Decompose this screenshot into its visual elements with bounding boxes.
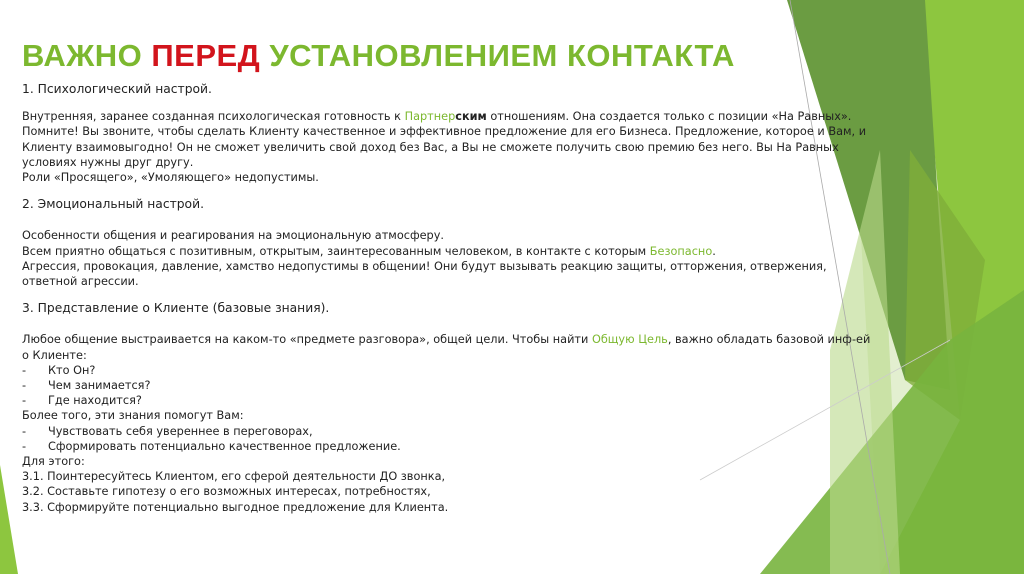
list-item — [22, 393, 882, 408]
text: отношениям. Она создается только с позиции «На Равных». — [486, 110, 852, 124]
title-part: УСТАНОВЛЕНИЕМ КОНТАКТА — [260, 38, 735, 73]
text: . — [712, 244, 716, 258]
list-text: Чем занимается? — [48, 379, 151, 393]
section-heading: 2. Эмоциональный настрой. — [22, 197, 204, 212]
list-text: Где находится? — [48, 394, 142, 408]
paragraph: Особенности общения и реагирования на эмоциональную атмосферу. — [22, 229, 444, 243]
bullet: - — [22, 424, 27, 438]
list-text: Сформировать потенциально качественное предложение. — [48, 439, 401, 453]
paragraph: Для этого: — [22, 455, 85, 469]
bullet: - — [22, 379, 27, 393]
list-item — [22, 439, 882, 454]
paragraph — [22, 332, 882, 347]
paragraph: Агрессия, провокация, давление, хамство недопустимы в общении! Они будут вызывать реакцию защиты, отторжения, отвержения, — [22, 259, 827, 273]
paragraph: ответной агрессии. — [22, 275, 139, 289]
slide-title — [22, 38, 735, 74]
text: Всем приятно общаться с позитивным, открытым, заинтересованным человеком, в контакте с которым — [22, 244, 650, 258]
highlight: ским — [455, 110, 487, 124]
step-item: 3.3. Сформируйте потенциально выгодное предложение для Клиента. — [22, 500, 449, 514]
highlight: Партнер — [404, 110, 456, 124]
bullet: - — [22, 363, 27, 377]
highlight: Общую Цель — [591, 333, 668, 347]
paragraph: Клиенту взаимовыгодно! Он не сможет увеличить свой доход без Вас, а Вы не сможете получить свою премию без него. Вы На Равных — [22, 140, 839, 154]
paragraph: условиях нужны друг другу. — [22, 155, 194, 169]
paragraph: Помните! Вы звоните, чтобы сделать Клиенту качественное и эффективное предложение для его Бизнеса. Предложение, которое и Вам, и — [22, 125, 867, 139]
list-item — [22, 378, 882, 393]
list-item — [22, 424, 882, 439]
paragraph — [22, 244, 882, 259]
paragraph — [22, 109, 882, 124]
title-emphasis: ПЕРЕД — [151, 38, 261, 73]
list-text: Чувствовать себя увереннее в переговорах, — [48, 424, 313, 438]
highlight: Безопасно — [649, 244, 713, 258]
list-item — [22, 363, 882, 378]
bullet: - — [22, 394, 27, 408]
slide-body — [22, 82, 882, 515]
text: Внутренняя, заранее созданная психологическая готовность к — [22, 110, 405, 124]
bg-shape-left — [0, 465, 18, 574]
section-heading: 3. Представление о Клиенте (базовые знания). — [22, 301, 330, 316]
paragraph: Роли «Просящего», «Умоляющего» недопустимы. — [22, 171, 319, 185]
list-text: Кто Он? — [48, 363, 96, 377]
step-item: 3.1. Поинтересуйтесь Клиентом, его сферой деятельности ДО звонка, — [22, 470, 446, 484]
section-heading: 1. Психологический настрой. — [22, 82, 212, 96]
title-part: ВАЖНО — [22, 38, 152, 73]
text: , важно обладать базовой инф-ей — [667, 333, 871, 347]
step-item: 3.2. Составьте гипотезу о его возможных интересах, потребностях, — [22, 485, 431, 499]
bullet: - — [22, 439, 27, 453]
paragraph: Более того, эти знания помогут Вам: — [22, 409, 244, 423]
text: Любое общение выстраивается на каком-то «предмете разговора», общей цели. Чтобы найти — [22, 333, 592, 347]
paragraph: о Клиенте: — [22, 348, 87, 362]
